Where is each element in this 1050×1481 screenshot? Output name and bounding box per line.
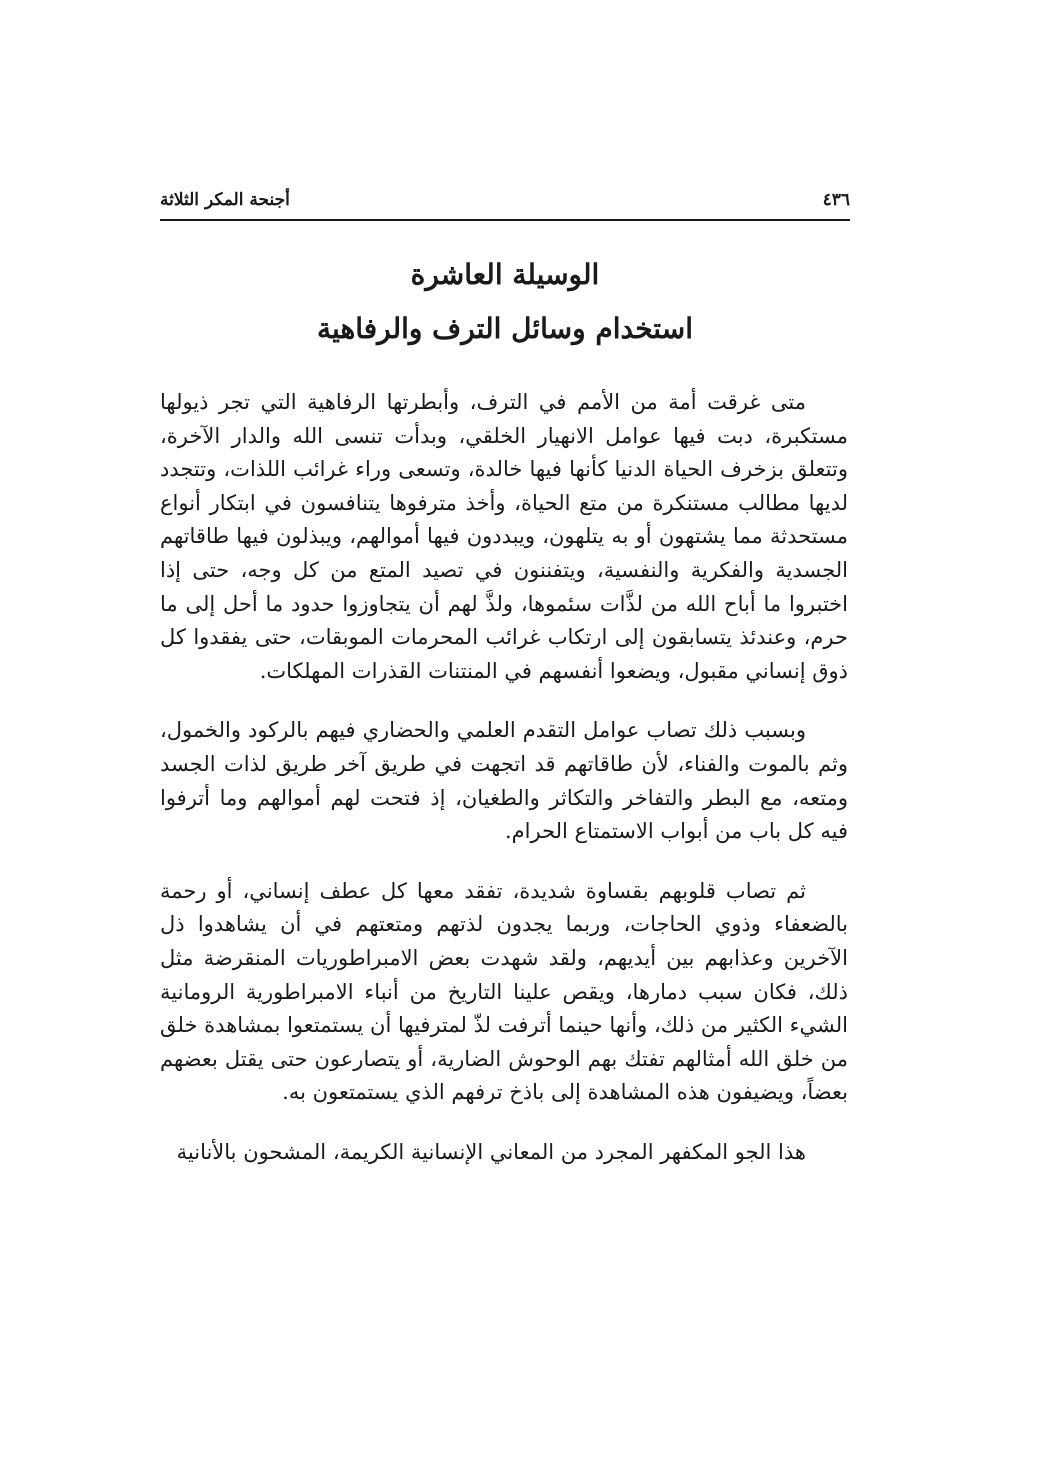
paragraph: متى غرقت أمة من الأمم في الترف، وأبطرتها الرفاهية التي تجر ذيولها مستكبرة، دبت فيها عوامل الانهيار الخلقي، وبدأت تنسى الله والدار الآخرة، وتتعلق بزخرف الحياة الدنيا كأنها فيها خالدة، وتسعى وراء غرائب اللذات، وتتجدد لديها مطالب مستنكرة من متع الحياة، وأخذ مترفوها يتنافسون في ابتكار أنواع مستحدثة مما يشتهون أو به يتلهون، ويبددون فيها أموالهم، ويبذلون فيها طاقاتهم الجسدية والفكرية والنفسية، ويتفننون في تصيد المتع من كل وجه، حتى إذا اختبروا ما أباح الله من لذَّات سئموها، ولذَّ لهم أن يتجاوزوا حدود ما أحل إلى ما حرم، وعندئذ يتسابقون إلى ارتكاب غرائب المحرمات الموبقات، حتى يفقدوا كل ذوق إنساني مقبول، ويضعوا أنفسهم في المنتنات القذرات المهلكات. xyxy=(160,390,848,683)
book-title: أجنحة المكر الثلاثة xyxy=(160,190,290,210)
paragraph: وبسبب ذلك تصاب عوامل التقدم العلمي والحضاري فيهم بالركود والخمول، وثم بالموت والفناء، لأن طاقاتهم قد اتجهت في طريق آخر طريق لذات الجسد ومتعه، مع البطر والتفاخر والتكاثر والطغيان، إذ فتحت لهم أموالهم وما أترفوا فيه كل باب من أبواب الاستمتاع الحرام. xyxy=(160,718,848,844)
chapter-titles xyxy=(160,248,850,356)
paragraph: هذا الجو المكفهر المجرد من المعاني الإنسانية الكريمة، المشحون بالأنانية xyxy=(176,1139,806,1164)
body-text xyxy=(160,386,848,1195)
section-title: الوسيلة العاشرة xyxy=(410,258,600,291)
paragraph: ثم تصاب قلوبهم بقساوة شديدة، تفقد معها كل عطف إنساني، أو رحمة بالضعفاء وذوي الحاجات، وربما يجدون لذتهم ومتعتهم في أن يشاهدوا ذل الآخرين وعذابهم بين أيديهم، ولقد شهدت بعض الامبراطوريات المنقرضة مثل ذلك، فكان سبب دمارها، ويقص علينا التاريخ من أنباء الامبراطورية الرومانية الشيء الكثير من ذلك، وأنها حينما أترفت لذّ لمترفيها أن يستمتعوا بمشاهدة خلق من خلق الله أمثالهم تفتك بهم الوحوش الضارية، أو يتصارعون حتى يقتل بعضهم بعضاً، ويضيفون هذه المشاهدة إلى باذخ ترفهم الذي يستمتعون به. xyxy=(160,878,848,1105)
header-divider xyxy=(160,219,850,221)
running-header xyxy=(160,182,850,218)
page-number: ٤٣٦ xyxy=(822,190,850,210)
section-subtitle: استخدام وسائل الترف والرفاهية xyxy=(317,312,693,345)
